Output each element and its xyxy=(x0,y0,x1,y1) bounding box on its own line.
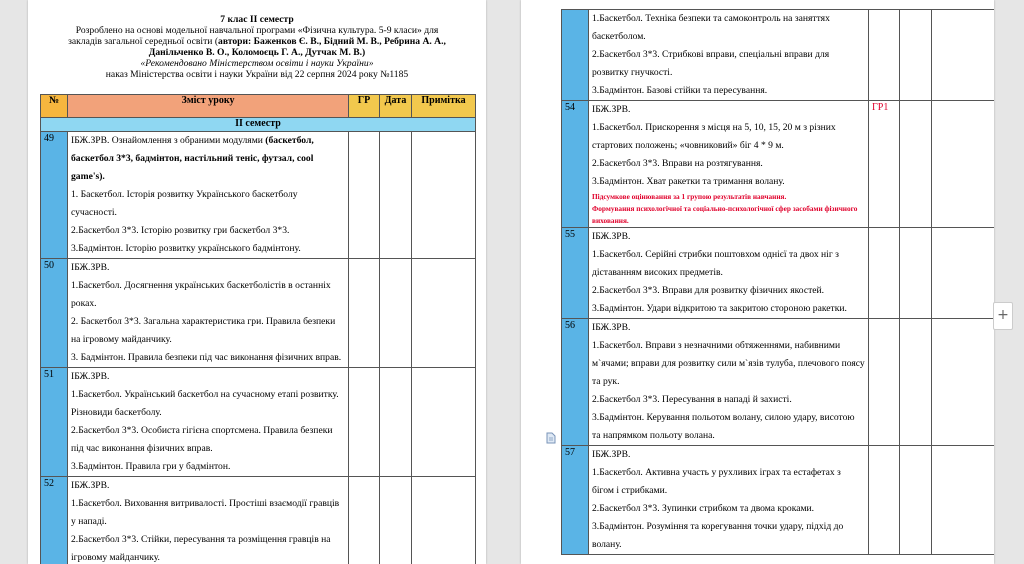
date-cell[interactable] xyxy=(900,101,932,228)
note-cell[interactable] xyxy=(412,132,476,259)
lesson-number: 51 xyxy=(41,368,68,477)
lesson-line: 3.Бадмінтон. Розуміння та корегування точки удару, підхід до волану. xyxy=(592,521,844,550)
header-line-4: «Рекомендовано Міністерством освіти і науки України» xyxy=(140,58,374,69)
lesson-number: 54 xyxy=(562,101,589,228)
gr-cell[interactable] xyxy=(869,446,900,555)
header-line-3: Данільченко В. О., Коломоєць Г. А., Дутчак М. В.) xyxy=(148,47,366,58)
gr-cell[interactable] xyxy=(869,10,900,101)
lesson-line: 1. Баскетбол. Історія розвитку Українського баскетболу сучасності. xyxy=(71,189,298,218)
lesson-content[interactable] xyxy=(589,228,869,319)
lesson-line: 2.Баскетбол 3*3. Пересування в нападі й захисті. xyxy=(592,394,792,405)
lesson-line: ІБЖ.ЗРВ. xyxy=(592,104,631,115)
lesson-number: 50 xyxy=(41,259,68,368)
comment-doc-icon[interactable] xyxy=(546,432,556,444)
lesson-line: 1.Баскетбол. Виховання витривалості. Простіші взаємодії гравців у нападі. xyxy=(71,498,340,527)
date-cell[interactable] xyxy=(380,259,412,368)
col-header-gr: ГР xyxy=(349,95,380,118)
lesson-line: ІБЖ.ЗРВ. xyxy=(71,262,110,273)
lesson-content[interactable] xyxy=(68,259,349,368)
lesson-number: 49 xyxy=(41,132,68,259)
assessment-note xyxy=(592,191,865,227)
lesson-line: 3. Бадмінтон. Правила безпеки під час виконання фізичних вправ. xyxy=(71,352,342,363)
lesson-row[interactable] xyxy=(562,101,995,228)
note-cell[interactable] xyxy=(932,101,995,228)
lesson-line: 1.Баскетбол. Серійні стрибки поштовхом однієї та двох ніг з діставанням високих предметів. xyxy=(592,249,839,278)
add-plus-button[interactable]: + xyxy=(993,302,1013,330)
date-cell[interactable] xyxy=(380,132,412,259)
semester-row xyxy=(41,118,476,132)
lesson-line: ІБЖ.ЗРВ. xyxy=(592,449,631,460)
lessons-table-left xyxy=(40,94,476,564)
document-page-right xyxy=(521,0,994,564)
header-line-1: Розроблено на основі модельної навчальної програми «Фізична культура. 5-9 класи» для xyxy=(75,25,439,36)
lesson-row[interactable] xyxy=(562,446,995,555)
lesson-row[interactable] xyxy=(41,259,476,368)
lesson-row[interactable] xyxy=(41,477,476,564)
lesson-line: 1.Баскетбол. Вправи з незначними обтяженнями, набивними м`ячами; вправи для розвитку сили м`язів тулуба, плечового поясу та рук. xyxy=(592,340,865,387)
lesson-line: 2.Баскетбол 3*3. Особиста гігієна спортсмена. Правила безпеки під час виконання фізичних вправ. xyxy=(71,425,333,454)
lesson-line: ІБЖ.ЗРВ. xyxy=(71,371,110,382)
lessons-table-right xyxy=(561,9,994,555)
page-title: 7 клас ІІ семестр xyxy=(220,14,294,25)
assessment-line: Формування психологічної та соціально-психологічної сфер засобами фізичного виховання. xyxy=(592,204,858,225)
lesson-row[interactable] xyxy=(562,10,995,101)
lesson-line: 1.Баскетбол. Техніка безпеки та самоконтроль на заняттях баскетболом. xyxy=(592,13,830,42)
lesson-line: 1.Баскетбол. Український баскетбол на сучасному етапі розвитку. Різновиди баскетболу. xyxy=(71,389,339,418)
lesson-line: 3.Бадмінтон. Хват ракетки та тримання волану. xyxy=(592,176,785,187)
date-cell[interactable] xyxy=(380,368,412,477)
lesson-line: 2.Баскетбол 3*3. Вправи для розвитку фізичних якостей. xyxy=(592,285,825,296)
note-cell[interactable] xyxy=(932,446,995,555)
lesson-line: 3.Бадмінтон. Удари відкритою та закритою стороною ракетки. xyxy=(592,303,847,314)
lesson-content[interactable] xyxy=(589,10,869,101)
date-cell[interactable] xyxy=(900,228,932,319)
note-cell[interactable] xyxy=(412,477,476,564)
gr-cell[interactable] xyxy=(349,477,380,564)
lesson-row[interactable] xyxy=(562,228,995,319)
date-cell[interactable] xyxy=(900,10,932,101)
date-cell[interactable] xyxy=(900,446,932,555)
lesson-row[interactable] xyxy=(41,368,476,477)
lesson-content[interactable] xyxy=(68,132,349,259)
lesson-content[interactable] xyxy=(589,446,869,555)
note-cell[interactable] xyxy=(412,259,476,368)
lesson-line: ІБЖ.ЗРВ. Ознайомлення з обраними модулями (баскетбол, баскетбол 3*3, бадмінтон, настільний теніс, футзал, cool game's). xyxy=(71,135,314,182)
lesson-line: 1.Баскетбол. Досягнення українських баскетболістів в останніх роках. xyxy=(71,280,331,309)
lesson-number: 52 xyxy=(41,477,68,564)
note-cell[interactable] xyxy=(412,368,476,477)
lesson-content[interactable] xyxy=(589,101,869,228)
gr-cell[interactable] xyxy=(349,259,380,368)
col-header-num: № xyxy=(41,95,68,118)
note-cell[interactable] xyxy=(932,10,995,101)
gr-cell[interactable]: ГР1 xyxy=(869,101,900,228)
lesson-line: 3.Бадмінтон. Історію розвитку українського бадмінтону. xyxy=(71,243,301,254)
lesson-line: 2.Баскетбол 3*3. Вправи на розтягування. xyxy=(592,158,763,169)
col-header-date: Дата xyxy=(380,95,412,118)
lesson-line: ІБЖ.ЗРВ. xyxy=(592,322,631,333)
note-cell[interactable] xyxy=(932,319,995,446)
lesson-line: 3.Бадмінтон. Керування польотом волану, силою удару, висотою та напрямком польоту волана. xyxy=(592,412,855,441)
lesson-line: ІБЖ.ЗРВ. xyxy=(592,231,631,242)
lesson-row[interactable] xyxy=(562,319,995,446)
lesson-number: 56 xyxy=(562,319,589,446)
header-line-5: наказ Міністерства освіти і науки України від 22 серпня 2024 року №1185 xyxy=(105,69,409,80)
lesson-number: 57 xyxy=(562,446,589,555)
gr-cell[interactable] xyxy=(869,319,900,446)
document-page-left xyxy=(28,0,486,564)
note-cell[interactable] xyxy=(932,228,995,319)
lesson-line: 2.Баскетбол 3*3. Історію розвитку гри баскетбол 3*3. xyxy=(71,225,290,236)
table-header-row xyxy=(41,95,476,118)
gr-cell[interactable] xyxy=(869,228,900,319)
lesson-line: 2.Баскетбол 3*3. Зупинки стрибком та двома кроками. xyxy=(592,503,815,514)
lesson-content[interactable] xyxy=(68,477,349,564)
lesson-line: 1.Баскетбол. Активна участь у рухливих іграх та естафетах з бігом і стрибками. xyxy=(592,467,841,496)
lesson-line: 1.Баскетбол. Прискорення з місця на 5, 10, 15, 20 м з різних стартових положень; «човниковий» біг 4 * 9 м. xyxy=(592,122,836,151)
lesson-line: 2.Баскетбол 3*3. Стійки, пересування та розміщення гравців на ігровому майданчику. xyxy=(71,534,331,563)
assessment-line: Підсумкове оцінювання за 1 групою результатів навчання. xyxy=(592,192,787,201)
lesson-line: 3.Бадмінтон. Правила гри у бадмінтон. xyxy=(71,461,231,472)
lesson-row[interactable] xyxy=(41,132,476,259)
gr-cell[interactable] xyxy=(349,132,380,259)
lesson-number: 55 xyxy=(562,228,589,319)
lesson-number xyxy=(562,10,589,101)
lesson-line: 2. Баскетбол 3*3. Загальна характеристика гри. Правила безпеки на ігровому майданчику. xyxy=(71,316,336,345)
date-cell[interactable] xyxy=(900,319,932,446)
col-header-content: Зміст уроку xyxy=(68,95,349,118)
col-header-note: Примітка xyxy=(412,95,476,118)
lesson-line: ІБЖ.ЗРВ. xyxy=(71,480,110,491)
lesson-content[interactable] xyxy=(589,319,869,446)
gr-cell[interactable] xyxy=(349,368,380,477)
header-line-2: закладів загальної середньої освіти (автори: Баженков Є. В., Бідний М. В., Ребрина А. А., xyxy=(68,36,446,47)
lesson-line: 2.Баскетбол 3*3. Стрибкові вправи, спеціальні вправи для розвитку гнучкості. xyxy=(592,49,830,78)
lesson-content[interactable] xyxy=(68,368,349,477)
date-cell[interactable] xyxy=(380,477,412,564)
doc-header xyxy=(28,14,486,80)
semester-label: ІІ семестр xyxy=(41,118,476,132)
lesson-line: 3.Бадмінтон. Базові стійки та пересування. xyxy=(592,85,768,96)
